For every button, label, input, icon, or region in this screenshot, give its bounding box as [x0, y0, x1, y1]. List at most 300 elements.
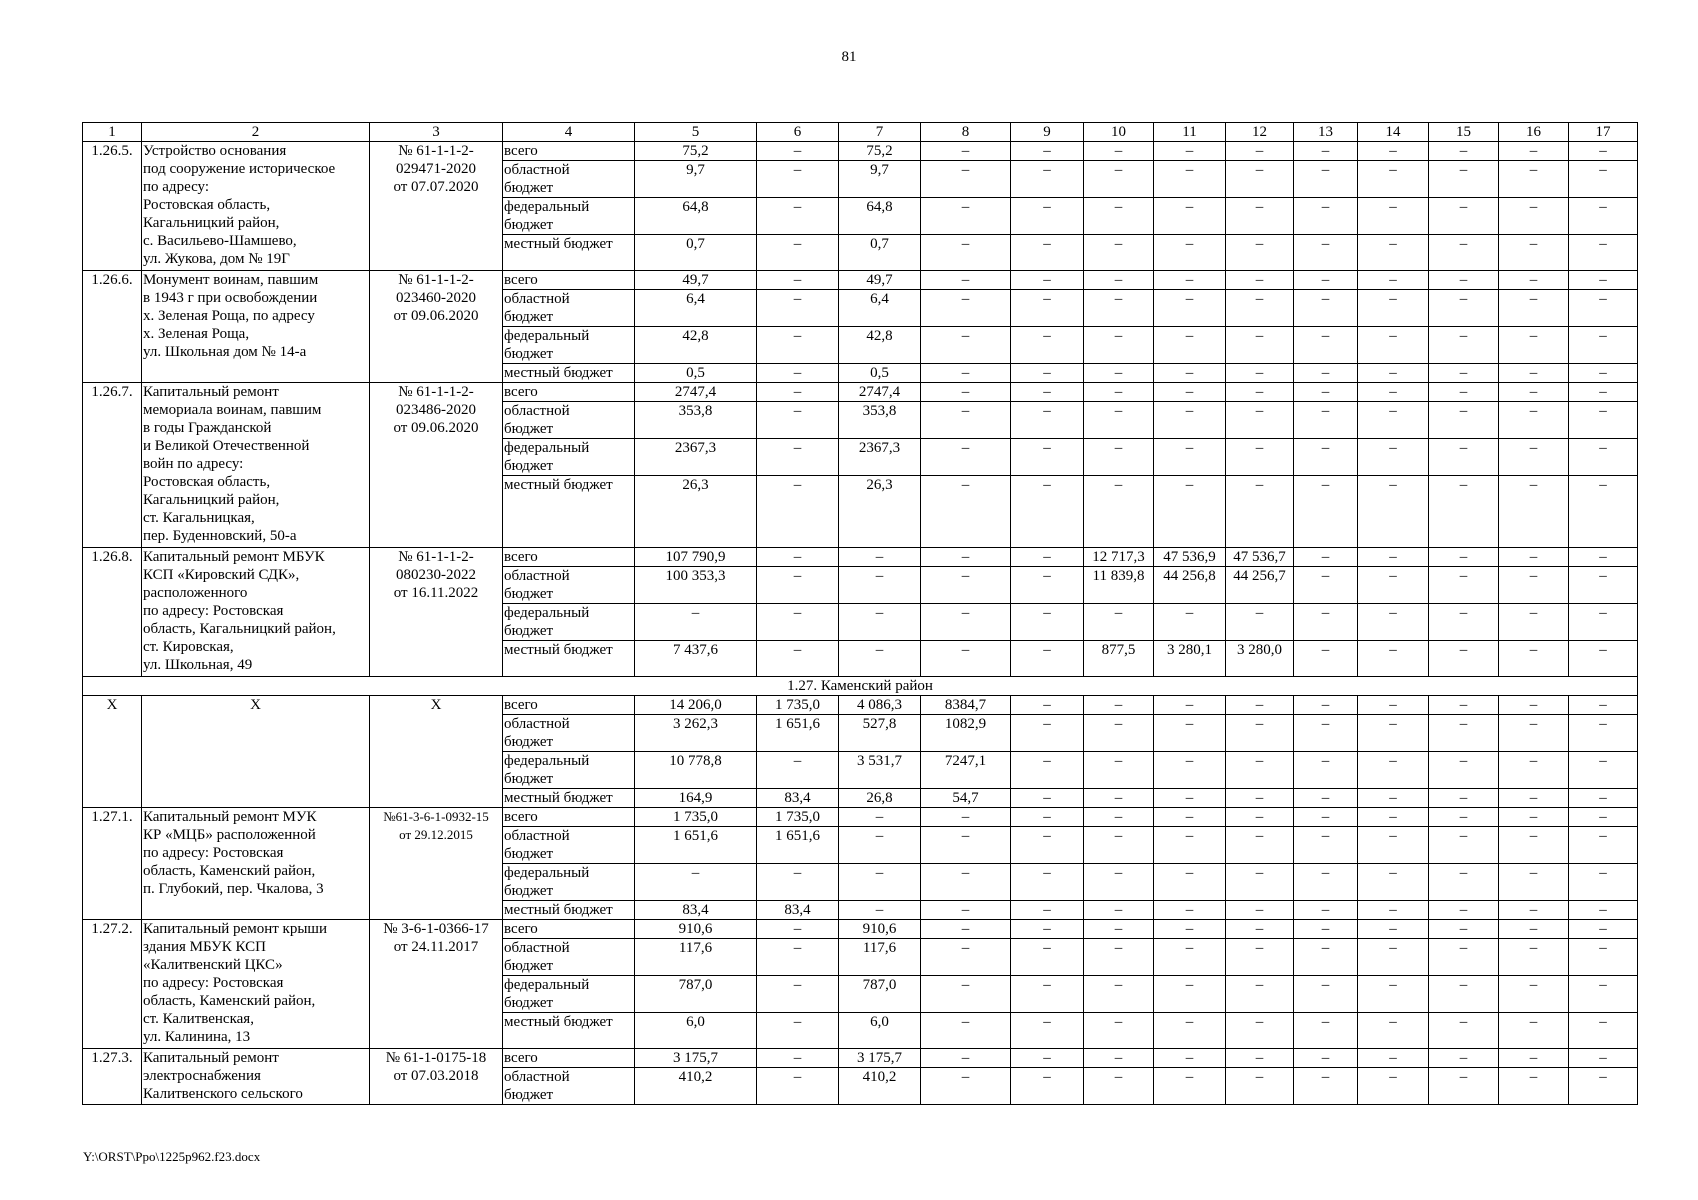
value-cell: – — [1011, 1068, 1084, 1105]
value-cell: 12 717,3 — [1084, 548, 1154, 567]
funding-source: всего — [503, 1049, 635, 1068]
value-cell: – — [1154, 752, 1226, 789]
value-cell: – — [1429, 827, 1499, 864]
value-cell: 353,8 — [839, 402, 921, 439]
funding-source: местный бюджет — [503, 1013, 635, 1049]
value-cell: 107 790,9 — [635, 548, 757, 567]
funding-source: областной бюджет — [503, 715, 635, 752]
project-id: 1.27.2. — [83, 920, 142, 1049]
value-cell: – — [1084, 383, 1154, 402]
value-cell: – — [1154, 864, 1226, 901]
value-cell: – — [921, 439, 1011, 476]
value-cell: – — [1011, 715, 1084, 752]
section-total-id: Х — [83, 696, 142, 808]
value-cell: – — [1226, 383, 1294, 402]
budget-table — [82, 122, 1638, 1105]
value-cell: 2747,4 — [839, 383, 921, 402]
value-cell: 44 256,7 — [1226, 567, 1294, 604]
value-cell: – — [1429, 1049, 1499, 1068]
value-cell: – — [1569, 604, 1638, 641]
value-cell: – — [1226, 864, 1294, 901]
value-cell: 1 651,6 — [635, 827, 757, 864]
value-cell: – — [1084, 439, 1154, 476]
value-cell: – — [1226, 327, 1294, 364]
value-cell: – — [1011, 161, 1084, 198]
value-cell: – — [757, 327, 839, 364]
value-cell: – — [1569, 827, 1638, 864]
value-cell: – — [1226, 901, 1294, 920]
value-cell: – — [757, 142, 839, 161]
value-cell: – — [921, 939, 1011, 976]
value-cell: – — [921, 235, 1011, 271]
value-cell: 42,8 — [839, 327, 921, 364]
value-cell: – — [1569, 476, 1638, 548]
value-cell: 7 437,6 — [635, 641, 757, 677]
value-cell: – — [757, 364, 839, 383]
project-row — [83, 383, 1638, 402]
value-cell: – — [757, 1068, 839, 1105]
value-cell: – — [1154, 715, 1226, 752]
value-cell: – — [757, 476, 839, 548]
value-cell: – — [1154, 808, 1226, 827]
value-cell: – — [1499, 142, 1569, 161]
value-cell: – — [1569, 696, 1638, 715]
value-cell: – — [1499, 864, 1569, 901]
value-cell: – — [1499, 901, 1569, 920]
value-cell: – — [1499, 604, 1569, 641]
column-header-10: 10 — [1084, 123, 1154, 142]
value-cell: – — [1011, 604, 1084, 641]
value-cell: – — [1429, 641, 1499, 677]
value-cell: – — [1084, 827, 1154, 864]
value-cell: – — [921, 271, 1011, 290]
funding-source: федеральный бюджет — [503, 976, 635, 1013]
value-cell: – — [757, 641, 839, 677]
value-cell: – — [1011, 827, 1084, 864]
value-cell: – — [1011, 548, 1084, 567]
funding-source: всего — [503, 383, 635, 402]
value-cell: – — [1499, 696, 1569, 715]
section-total-name: Х — [142, 696, 370, 808]
value-cell: – — [1429, 290, 1499, 327]
project-name: Монумент воинам, павшим в 1943 г при освобождении х. Зеленая Роща, по адресу х. Зеленая Роща, ул. Школьная дом № 14-а — [142, 271, 370, 383]
value-cell: – — [921, 161, 1011, 198]
value-cell: – — [1084, 235, 1154, 271]
value-cell: – — [757, 383, 839, 402]
value-cell: – — [1011, 976, 1084, 1013]
value-cell: – — [1429, 789, 1499, 808]
value-cell: – — [757, 567, 839, 604]
funding-source: областной бюджет — [503, 827, 635, 864]
value-cell: – — [1499, 976, 1569, 1013]
value-cell: – — [1358, 752, 1429, 789]
value-cell: – — [1429, 752, 1499, 789]
project-id: 1.27.1. — [83, 808, 142, 920]
value-cell: – — [1294, 976, 1358, 1013]
value-cell: – — [1358, 827, 1429, 864]
value-cell: – — [1226, 920, 1294, 939]
value-cell: – — [1358, 439, 1429, 476]
value-cell: – — [921, 327, 1011, 364]
funding-source: местный бюджет — [503, 789, 635, 808]
funding-source: местный бюджет — [503, 641, 635, 677]
value-cell: – — [1294, 864, 1358, 901]
value-cell: – — [1358, 976, 1429, 1013]
column-header-2: 2 — [142, 123, 370, 142]
value-cell: – — [1429, 901, 1499, 920]
column-header-8: 8 — [921, 123, 1011, 142]
value-cell: – — [1154, 789, 1226, 808]
value-cell: – — [1294, 752, 1358, 789]
value-cell: – — [1294, 439, 1358, 476]
value-cell: – — [1294, 604, 1358, 641]
value-cell: – — [1499, 235, 1569, 271]
value-cell: 1082,9 — [921, 715, 1011, 752]
value-cell: – — [1569, 567, 1638, 604]
value-cell: – — [757, 604, 839, 641]
value-cell: – — [921, 402, 1011, 439]
value-cell: – — [839, 901, 921, 920]
value-cell: – — [1011, 142, 1084, 161]
value-cell: – — [1226, 402, 1294, 439]
value-cell: – — [1429, 548, 1499, 567]
project-name: Устройство основания под сооружение историческое по адресу: Ростовская область, Кагальницкий район, с. Васильево-Шамшево, ул. Жукова, дом № 19Г — [142, 142, 370, 271]
value-cell: – — [1358, 235, 1429, 271]
table-header-row — [83, 123, 1638, 142]
value-cell: 6,0 — [839, 1013, 921, 1049]
value-cell: – — [1084, 920, 1154, 939]
column-header-12: 12 — [1226, 123, 1294, 142]
value-cell: – — [635, 864, 757, 901]
value-cell: – — [1084, 976, 1154, 1013]
value-cell: – — [1358, 696, 1429, 715]
project-id: 1.26.5. — [83, 142, 142, 271]
column-header-5: 5 — [635, 123, 757, 142]
value-cell: – — [921, 290, 1011, 327]
value-cell: – — [1294, 548, 1358, 567]
value-cell: – — [1569, 548, 1638, 567]
value-cell: – — [1429, 383, 1499, 402]
value-cell: 75,2 — [635, 142, 757, 161]
value-cell: – — [1429, 402, 1499, 439]
value-cell: – — [1011, 808, 1084, 827]
value-cell: – — [1358, 641, 1429, 677]
value-cell: – — [1358, 789, 1429, 808]
value-cell: – — [1429, 327, 1499, 364]
value-cell: – — [1294, 290, 1358, 327]
value-cell: 83,4 — [635, 901, 757, 920]
value-cell: – — [1226, 696, 1294, 715]
value-cell: – — [1358, 1049, 1429, 1068]
value-cell: – — [1226, 198, 1294, 235]
value-cell: 83,4 — [757, 789, 839, 808]
value-cell: – — [1358, 939, 1429, 976]
value-cell: – — [1569, 939, 1638, 976]
value-cell: – — [1084, 1049, 1154, 1068]
value-cell: – — [1011, 901, 1084, 920]
value-cell: 9,7 — [839, 161, 921, 198]
value-cell: – — [1226, 1068, 1294, 1105]
value-cell: – — [1294, 1068, 1358, 1105]
value-cell: – — [1569, 290, 1638, 327]
value-cell: – — [757, 752, 839, 789]
value-cell: – — [839, 827, 921, 864]
value-cell: 910,6 — [839, 920, 921, 939]
value-cell: – — [1499, 808, 1569, 827]
value-cell: – — [1499, 439, 1569, 476]
value-cell: – — [1499, 920, 1569, 939]
value-cell: – — [1358, 901, 1429, 920]
value-cell: – — [1294, 901, 1358, 920]
value-cell: – — [1084, 939, 1154, 976]
value-cell: – — [1429, 864, 1499, 901]
funding-source: федеральный бюджет — [503, 439, 635, 476]
value-cell: – — [1154, 402, 1226, 439]
value-cell: – — [1429, 364, 1499, 383]
value-cell: 7247,1 — [921, 752, 1011, 789]
value-cell: – — [1358, 1068, 1429, 1105]
project-document: № 61-1-1-2- 023460-2020 от 09.06.2020 — [370, 271, 503, 383]
value-cell: – — [1569, 1049, 1638, 1068]
value-cell: – — [839, 641, 921, 677]
funding-source: федеральный бюджет — [503, 752, 635, 789]
value-cell: – — [1499, 1068, 1569, 1105]
value-cell: – — [1358, 364, 1429, 383]
funding-source: федеральный бюджет — [503, 198, 635, 235]
value-cell: – — [1499, 161, 1569, 198]
value-cell: – — [1358, 920, 1429, 939]
value-cell: – — [1429, 567, 1499, 604]
value-cell: – — [1569, 808, 1638, 827]
value-cell: 1 651,6 — [757, 715, 839, 752]
value-cell: 47 536,9 — [1154, 548, 1226, 567]
value-cell: 1 735,0 — [757, 808, 839, 827]
value-cell: – — [757, 548, 839, 567]
value-cell: – — [757, 939, 839, 976]
funding-source: местный бюджет — [503, 901, 635, 920]
project-document: № 61-1-1-2- 029471-2020 от 07.07.2020 — [370, 142, 503, 271]
value-cell: – — [757, 976, 839, 1013]
project-document: № 3-6-1-0366-17 от 24.11.2017 — [370, 920, 503, 1049]
value-cell: 164,9 — [635, 789, 757, 808]
value-cell: – — [1499, 641, 1569, 677]
project-row — [83, 142, 1638, 161]
value-cell: – — [1226, 789, 1294, 808]
column-header-3: 3 — [370, 123, 503, 142]
value-cell: – — [1154, 604, 1226, 641]
value-cell: – — [1084, 1013, 1154, 1049]
value-cell: – — [1084, 271, 1154, 290]
value-cell: – — [1569, 920, 1638, 939]
value-cell: – — [921, 142, 1011, 161]
value-cell: – — [1294, 567, 1358, 604]
value-cell: – — [1226, 235, 1294, 271]
project-row — [83, 271, 1638, 290]
value-cell: 6,4 — [635, 290, 757, 327]
value-cell: 2367,3 — [839, 439, 921, 476]
value-cell: – — [1569, 1068, 1638, 1105]
value-cell: – — [1084, 864, 1154, 901]
value-cell: – — [1294, 327, 1358, 364]
value-cell: – — [1154, 976, 1226, 1013]
value-cell: 49,7 — [839, 271, 921, 290]
value-cell: – — [1226, 142, 1294, 161]
value-cell: – — [1294, 364, 1358, 383]
project-row — [83, 920, 1638, 939]
value-cell: 787,0 — [839, 976, 921, 1013]
project-name: Капитальный ремонт МУК КР «МЦБ» расположенной по адресу: Ростовская область, Каменский район, п. Глубокий, пер. Чкалова, 3 — [142, 808, 370, 920]
value-cell: – — [757, 1049, 839, 1068]
value-cell: – — [1011, 641, 1084, 677]
funding-source: федеральный бюджет — [503, 864, 635, 901]
value-cell: – — [1154, 235, 1226, 271]
value-cell: 1 735,0 — [635, 808, 757, 827]
value-cell: – — [757, 271, 839, 290]
value-cell: – — [921, 567, 1011, 604]
project-name: Капитальный ремонт мемориала воинам, павшим в годы Гражданской и Великой Отечественной войн по адресу: Ростовская область, Кагальницкий район, ст. Кагальницкая, пер. Буденновский, 50-а — [142, 383, 370, 548]
project-id: 1.27.3. — [83, 1049, 142, 1105]
value-cell: 0,5 — [635, 364, 757, 383]
funding-source: областной бюджет — [503, 1068, 635, 1105]
value-cell: – — [1499, 271, 1569, 290]
value-cell: 10 778,8 — [635, 752, 757, 789]
value-cell: – — [1294, 827, 1358, 864]
column-header-17: 17 — [1569, 123, 1638, 142]
value-cell: – — [757, 439, 839, 476]
value-cell: – — [1154, 161, 1226, 198]
value-cell: – — [921, 808, 1011, 827]
value-cell: – — [1429, 976, 1499, 1013]
column-header-9: 9 — [1011, 123, 1084, 142]
value-cell: – — [1226, 1013, 1294, 1049]
value-cell: – — [1499, 715, 1569, 752]
value-cell: – — [1569, 271, 1638, 290]
funding-source: местный бюджет — [503, 364, 635, 383]
column-header-15: 15 — [1429, 123, 1499, 142]
value-cell: – — [1499, 476, 1569, 548]
funding-source: местный бюджет — [503, 476, 635, 548]
value-cell: – — [1358, 383, 1429, 402]
value-cell: – — [1084, 808, 1154, 827]
value-cell: – — [1358, 161, 1429, 198]
column-header-1: 1 — [83, 123, 142, 142]
value-cell: – — [1226, 752, 1294, 789]
value-cell: 83,4 — [757, 901, 839, 920]
value-cell: – — [1569, 402, 1638, 439]
value-cell: – — [1294, 476, 1358, 548]
value-cell: – — [1569, 641, 1638, 677]
value-cell: 26,8 — [839, 789, 921, 808]
value-cell: 14 206,0 — [635, 696, 757, 715]
value-cell: – — [1499, 383, 1569, 402]
value-cell: 2367,3 — [635, 439, 757, 476]
value-cell: 49,7 — [635, 271, 757, 290]
project-row — [83, 808, 1638, 827]
value-cell: – — [1084, 696, 1154, 715]
value-cell: – — [1226, 939, 1294, 976]
value-cell: 1 651,6 — [757, 827, 839, 864]
value-cell: – — [1226, 715, 1294, 752]
value-cell: – — [757, 161, 839, 198]
value-cell: – — [1154, 364, 1226, 383]
value-cell: – — [921, 364, 1011, 383]
column-header-16: 16 — [1499, 123, 1569, 142]
project-row — [83, 548, 1638, 567]
value-cell: – — [1569, 327, 1638, 364]
project-id: 1.26.8. — [83, 548, 142, 677]
value-cell: – — [1011, 864, 1084, 901]
project-document: № 61-1-1-2- 080230-2022 от 16.11.2022 — [370, 548, 503, 677]
column-header-7: 7 — [839, 123, 921, 142]
value-cell: – — [757, 290, 839, 327]
value-cell: – — [1358, 327, 1429, 364]
value-cell: 54,7 — [921, 789, 1011, 808]
value-cell: – — [757, 235, 839, 271]
value-cell: 0,5 — [839, 364, 921, 383]
value-cell: – — [1569, 364, 1638, 383]
value-cell: – — [921, 641, 1011, 677]
funding-source: всего — [503, 808, 635, 827]
value-cell: – — [1499, 567, 1569, 604]
value-cell: 877,5 — [1084, 641, 1154, 677]
value-cell: – — [921, 864, 1011, 901]
value-cell: – — [1294, 696, 1358, 715]
value-cell: – — [1569, 976, 1638, 1013]
value-cell: – — [1011, 327, 1084, 364]
value-cell: – — [1084, 402, 1154, 439]
funding-source: федеральный бюджет — [503, 604, 635, 641]
value-cell: – — [921, 383, 1011, 402]
value-cell: 410,2 — [839, 1068, 921, 1105]
value-cell: – — [1429, 439, 1499, 476]
value-cell: – — [1294, 641, 1358, 677]
value-cell: – — [1499, 752, 1569, 789]
value-cell: – — [1226, 271, 1294, 290]
value-cell: – — [757, 864, 839, 901]
value-cell: – — [1569, 752, 1638, 789]
value-cell: – — [1154, 901, 1226, 920]
value-cell: – — [921, 198, 1011, 235]
funding-source: областной бюджет — [503, 402, 635, 439]
value-cell: – — [1294, 939, 1358, 976]
section-title-row — [83, 677, 1638, 696]
project-name: Капитальный ремонт крыши здания МБУК КСП «Калитвенский ЦКС» по адресу: Ростовская область, Каменский район, ст. Калитвенская, ул. Калинина, 13 — [142, 920, 370, 1049]
column-header-13: 13 — [1294, 123, 1358, 142]
value-cell: – — [1154, 290, 1226, 327]
value-cell: – — [1294, 789, 1358, 808]
value-cell: – — [1226, 364, 1294, 383]
project-document: № 61-1-1-2- 023486-2020 от 09.06.2020 — [370, 383, 503, 548]
value-cell: – — [1084, 1068, 1154, 1105]
value-cell: 2747,4 — [635, 383, 757, 402]
value-cell: – — [757, 1013, 839, 1049]
value-cell: – — [1084, 476, 1154, 548]
value-cell: – — [1429, 198, 1499, 235]
value-cell: – — [1154, 696, 1226, 715]
value-cell: – — [1429, 696, 1499, 715]
value-cell: – — [1358, 604, 1429, 641]
value-cell: – — [1084, 789, 1154, 808]
funding-source: всего — [503, 548, 635, 567]
value-cell: – — [921, 920, 1011, 939]
value-cell: – — [1154, 1013, 1226, 1049]
value-cell: – — [839, 864, 921, 901]
value-cell: – — [1294, 920, 1358, 939]
value-cell: 410,2 — [635, 1068, 757, 1105]
section-title: 1.27. Каменский район — [83, 677, 1638, 696]
project-document: № 61-1-0175-18 от 07.03.2018 — [370, 1049, 503, 1105]
value-cell: – — [1154, 327, 1226, 364]
